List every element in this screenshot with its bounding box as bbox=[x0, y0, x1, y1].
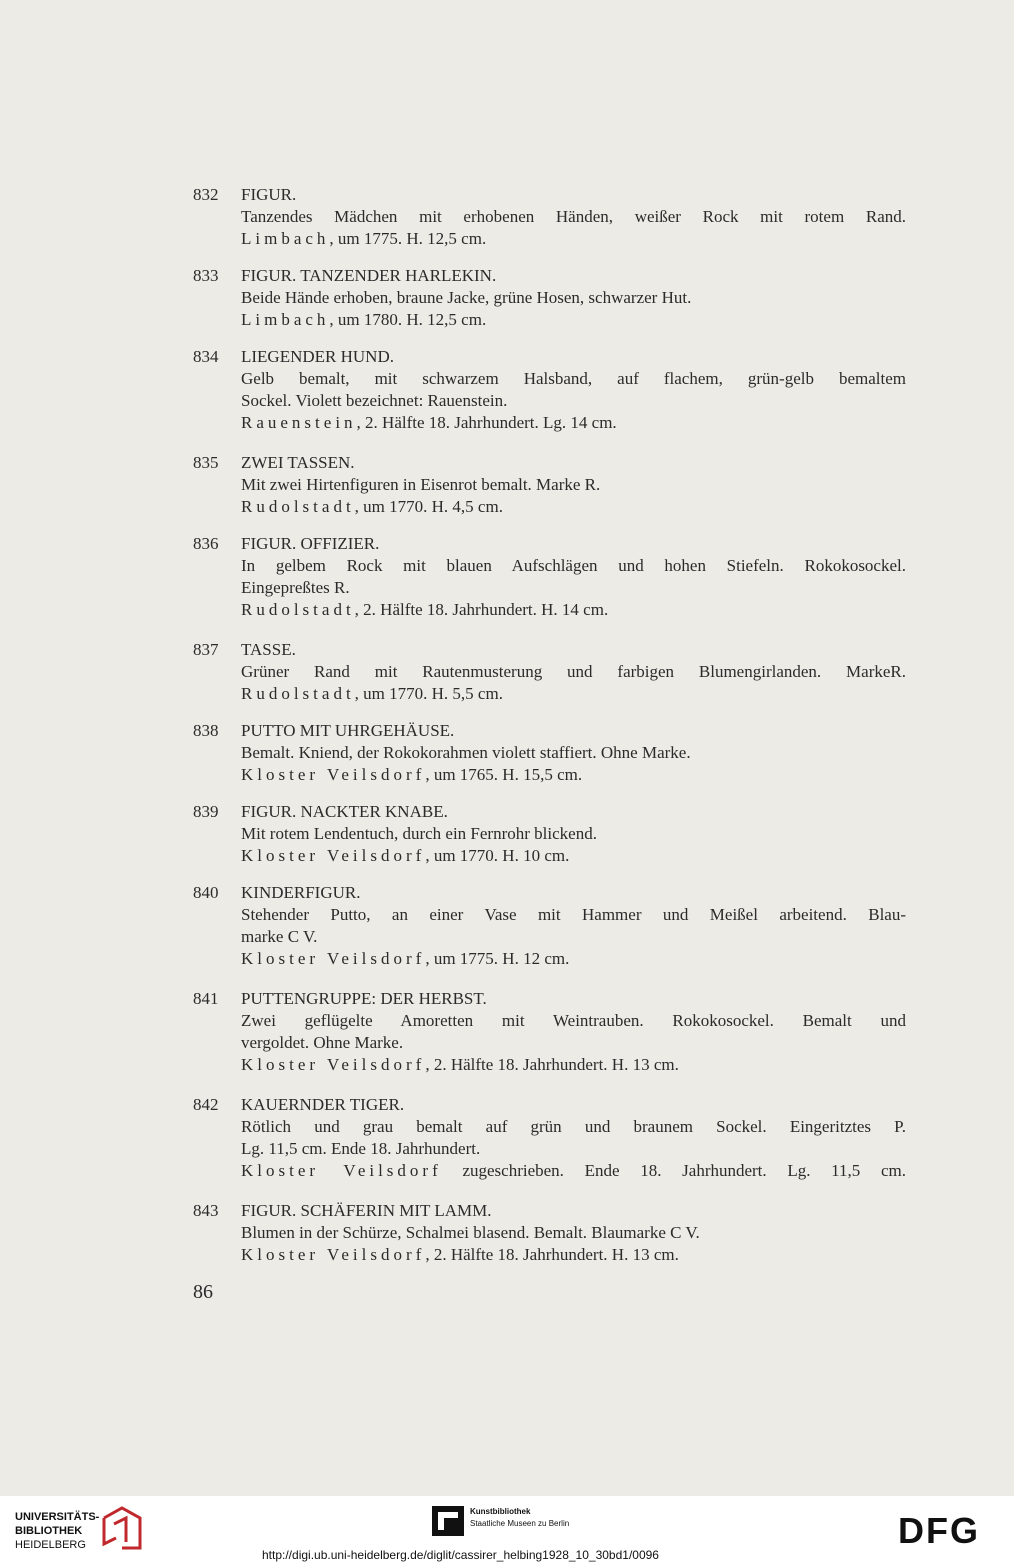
entry-line bbox=[241, 926, 906, 948]
entry-line bbox=[241, 1138, 906, 1160]
entry-number: 838 bbox=[193, 721, 219, 740]
entry-number: 833 bbox=[193, 266, 219, 285]
entry-line bbox=[241, 496, 906, 518]
manufacturer-name: Rudolstadt bbox=[241, 497, 355, 516]
kunstbibliothek-text bbox=[470, 1506, 569, 1530]
entry-line bbox=[241, 1032, 906, 1054]
manufacturer-name: Rudolstadt bbox=[241, 684, 355, 703]
ub-heidelberg-logo-icon[interactable] bbox=[100, 1504, 142, 1550]
ub-line-2: BIBLIOTHEK bbox=[15, 1525, 83, 1537]
entry-number: 837 bbox=[193, 640, 219, 659]
line-text: LIEGENDER HUND. bbox=[241, 347, 394, 366]
line-text: FIGUR. OFFIZIER. bbox=[241, 534, 380, 553]
line-text: Mit rotem Lendentuch, durch ein Fernrohr blickend. bbox=[241, 824, 597, 843]
line-text: Tanzendes Mädchen mit erhobenen Händen, weißer Rock mit rotem Rand. bbox=[241, 207, 906, 226]
kunstbibliothek-logo-icon[interactable] bbox=[432, 1506, 464, 1536]
ub-line-1: UNIVERSITÄTS- bbox=[15, 1511, 100, 1523]
line-text: , um 1770. H. 4,5 cm. bbox=[354, 497, 503, 516]
line-text: Beide Hände erhoben, braune Jacke, grüne Hosen, schwarzer Hut. bbox=[241, 288, 692, 307]
entry-title bbox=[241, 452, 906, 474]
entry-number: 839 bbox=[193, 802, 219, 821]
entry-line bbox=[241, 1222, 906, 1244]
line-text: , um 1775. H. 12 cm. bbox=[425, 949, 570, 968]
entry-title bbox=[241, 265, 906, 287]
entry-number: 841 bbox=[193, 989, 219, 1008]
entry-line bbox=[241, 1010, 906, 1032]
line-text: vergoldet. Ohne Marke. bbox=[241, 1033, 404, 1052]
entry-line bbox=[241, 599, 906, 621]
line-text: , 2. Hälfte 18. Jahrhundert. H. 14 cm. bbox=[354, 600, 609, 619]
entry-title bbox=[241, 720, 906, 742]
line-text: Stehender Putto, an einer Vase mit Hammer und Meißel arbeitend. Blau- bbox=[241, 905, 906, 924]
line-text: marke C V. bbox=[241, 927, 318, 946]
manufacturer-name: Kloster Veilsdorf bbox=[241, 846, 426, 865]
line-text: Sockel. Violett bezeichnet: Rauenstein. bbox=[241, 391, 508, 410]
entry-line bbox=[241, 412, 906, 434]
entry-line bbox=[241, 764, 906, 786]
entry-line bbox=[241, 823, 906, 845]
entry-line bbox=[241, 390, 906, 412]
entry-title bbox=[241, 988, 906, 1010]
source-url[interactable]: http://digi.ub.uni-heidelberg.de/diglit/cassirer_helbing1928_10_30bd1/0096 bbox=[262, 1548, 659, 1562]
entry-number: 836 bbox=[193, 534, 219, 553]
entry-number: 834 bbox=[193, 347, 219, 366]
line-text: Gelb bemalt, mit schwarzem Halsband, auf flachem, grün-gelb bemaltem bbox=[241, 369, 906, 388]
entry-title bbox=[241, 639, 906, 661]
entry-line bbox=[241, 555, 906, 577]
line-text: PUTTENGRUPPE: DER HERBST. bbox=[241, 989, 487, 1008]
entry-title bbox=[241, 533, 906, 555]
entry-line bbox=[241, 1054, 906, 1076]
kb-line-1: Kunstbibliothek bbox=[470, 1507, 531, 1516]
entry-line bbox=[241, 206, 906, 228]
entry-title bbox=[241, 882, 906, 904]
line-text: FIGUR. SCHÄFERIN MIT LAMM. bbox=[241, 1201, 492, 1220]
line-text: TASSE. bbox=[241, 640, 296, 659]
entry-line bbox=[241, 1244, 906, 1266]
manufacturer-name: Kloster Veilsdorf bbox=[241, 1161, 442, 1180]
line-text: ZWEI TASSEN. bbox=[241, 453, 355, 472]
ub-line-3: HEIDELBERG bbox=[15, 1539, 86, 1551]
line-text: Zwei geflügelte Amoretten mit Weintrauben. Rokokosockel. Bemalt und bbox=[241, 1011, 906, 1030]
line-text: In gelbem Rock mit blauen Aufschlägen und hohen Stiefeln. Rokokosockel. bbox=[241, 556, 906, 575]
entry-line bbox=[241, 948, 906, 970]
line-text: , um 1775. H. 12,5 cm. bbox=[329, 229, 487, 248]
line-text: FIGUR. TANZENDER HARLEKIN. bbox=[241, 266, 497, 285]
line-text: Mit zwei Hirtenfiguren in Eisenrot bemalt. Marke R. bbox=[241, 475, 601, 494]
kb-line-2: Staatliche Museen zu Berlin bbox=[470, 1519, 570, 1528]
entry-title bbox=[241, 801, 906, 823]
dfg-logo[interactable]: DFG bbox=[898, 1510, 980, 1551]
entry-line bbox=[241, 661, 906, 683]
line-text: Blumen in der Schürze, Schalmei blasend. Bemalt. Blaumarke C V. bbox=[241, 1223, 700, 1242]
entry-number: 843 bbox=[193, 1201, 219, 1220]
manufacturer-name: Rudolstadt bbox=[241, 600, 355, 619]
line-text: PUTTO MIT UHRGEHÄUSE. bbox=[241, 721, 455, 740]
manufacturer-name: Kloster Veilsdorf bbox=[241, 765, 426, 784]
manufacturer-name: Limbach bbox=[241, 229, 330, 248]
entry-line bbox=[241, 742, 906, 764]
line-text: Grüner Rand mit Rautenmusterung und farbigen Blumengirlanden. MarkeR. bbox=[241, 662, 906, 681]
line-text: , um 1765. H. 15,5 cm. bbox=[425, 765, 583, 784]
line-text: , um 1770. H. 5,5 cm. bbox=[354, 684, 503, 703]
entry-number: 835 bbox=[193, 453, 219, 472]
line-text: Lg. 11,5 cm. Ende 18. Jahrhundert. bbox=[241, 1139, 481, 1158]
entry-title bbox=[241, 1094, 906, 1116]
entry-line bbox=[241, 845, 906, 867]
manufacturer-name: Kloster Veilsdorf bbox=[241, 1245, 426, 1264]
entry-line bbox=[241, 1160, 906, 1182]
line-text: , 2. Hälfte 18. Jahrhundert. H. 13 cm. bbox=[425, 1055, 679, 1074]
line-text: KAUERNDER TIGER. bbox=[241, 1095, 405, 1114]
line-text: Eingepreßtes R. bbox=[241, 578, 350, 597]
line-text: Rötlich und grau bemalt auf grün und braunem Sockel. Eingeritztes P. bbox=[241, 1117, 906, 1136]
entry-title bbox=[241, 184, 906, 206]
entry-line bbox=[241, 904, 906, 926]
manufacturer-name: Kloster Veilsdorf bbox=[241, 1055, 426, 1074]
line-text: Bemalt. Kniend, der Rokokorahmen violett staffiert. Ohne Marke. bbox=[241, 743, 691, 762]
entry-number: 832 bbox=[193, 185, 219, 204]
entry-line bbox=[241, 368, 906, 390]
line-text: KINDERFIGUR. bbox=[241, 883, 361, 902]
entry-number: 842 bbox=[193, 1095, 219, 1114]
entry-line bbox=[241, 683, 906, 705]
entry-title bbox=[241, 1200, 906, 1222]
line-text: , 2. Hälfte 18. Jahrhundert. H. 13 cm. bbox=[425, 1245, 679, 1264]
entry-line bbox=[241, 1116, 906, 1138]
entry-title bbox=[241, 346, 906, 368]
manufacturer-name: Rauenstein bbox=[241, 413, 357, 432]
manufacturer-name: Kloster Veilsdorf bbox=[241, 949, 426, 968]
line-text: FIGUR. NACKTER KNABE. bbox=[241, 802, 448, 821]
line-text: FIGUR. bbox=[241, 185, 297, 204]
line-text: , um 1770. H. 10 cm. bbox=[425, 846, 570, 865]
entry-line bbox=[241, 309, 906, 331]
entry-line bbox=[241, 228, 906, 250]
line-text: , 2. Hälfte 18. Jahrhundert. Lg. 14 cm. bbox=[356, 413, 617, 432]
entry-line bbox=[241, 474, 906, 496]
page-number: 86 bbox=[193, 1281, 213, 1303]
ub-heidelberg-logo-text[interactable] bbox=[15, 1510, 99, 1552]
entry-number: 840 bbox=[193, 883, 219, 902]
entry-line bbox=[241, 577, 906, 599]
manufacturer-name: Limbach bbox=[241, 310, 330, 329]
line-text: zugeschrieben. Ende 18. Jahrhundert. Lg. 11,5 cm. bbox=[441, 1161, 906, 1180]
entry-line bbox=[241, 287, 906, 309]
line-text: , um 1780. H. 12,5 cm. bbox=[329, 310, 487, 329]
